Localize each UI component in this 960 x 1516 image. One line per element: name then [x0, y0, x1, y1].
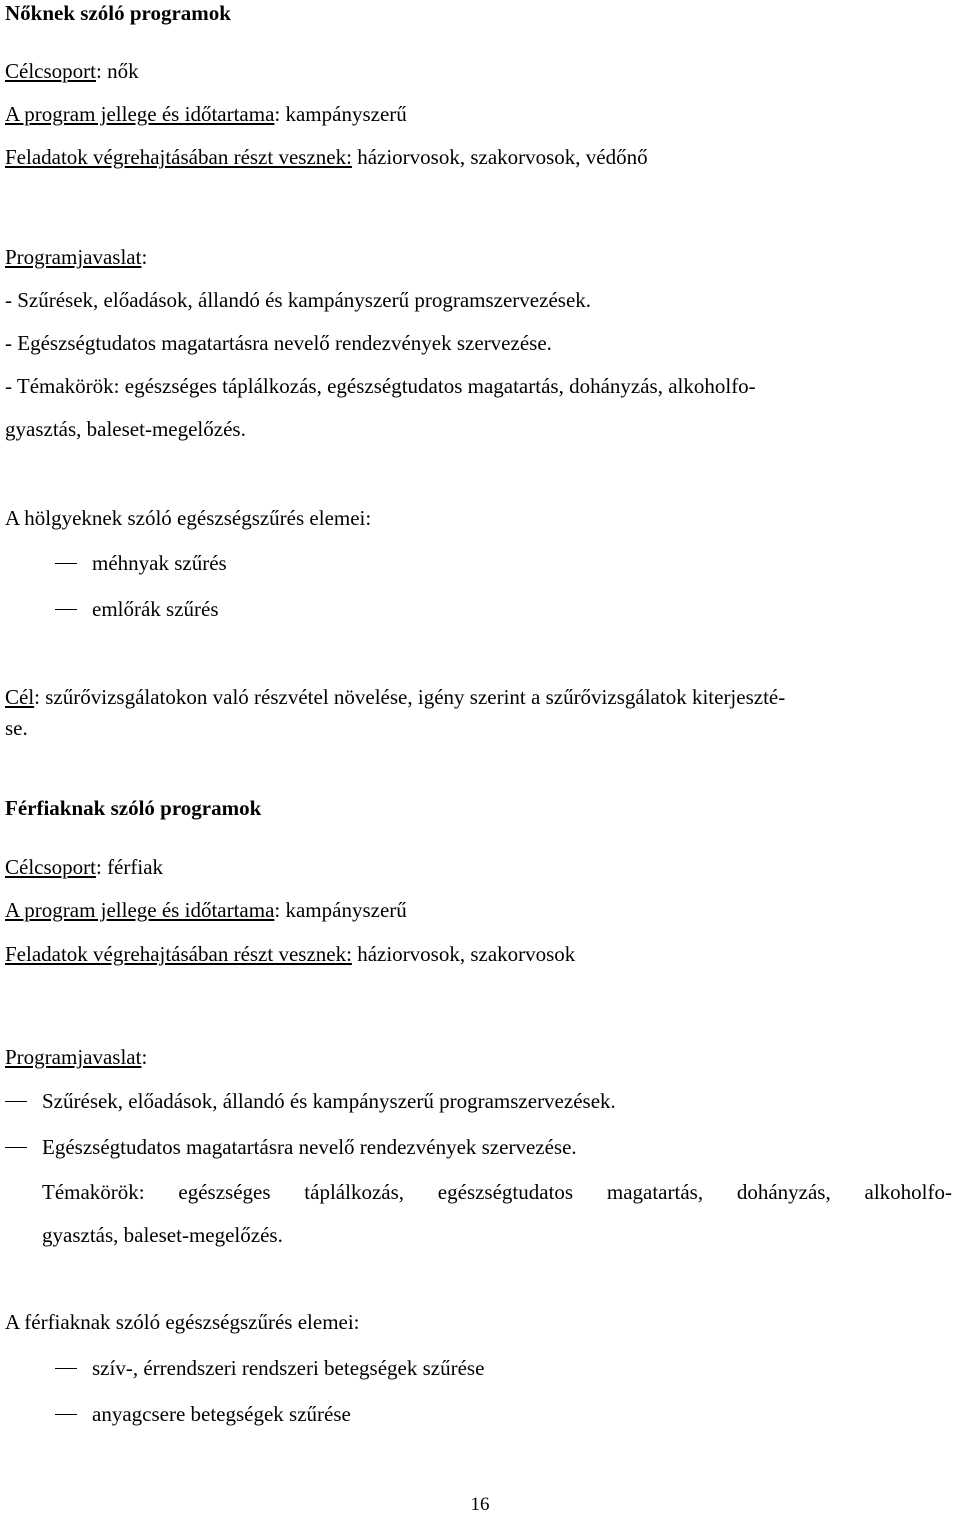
goal-label: Cél: [5, 685, 35, 709]
men-proposal-heading: [5, 1044, 147, 1070]
women-proposal-item: - Témakörök: egészséges táplálkozás, egészségtudatos magatartás, dohányzás, alkoholfo-: [5, 374, 756, 398]
dash-bullet-icon: [55, 1368, 77, 1369]
participants-label: Feladatok végrehajtásában részt vesznek:: [5, 145, 352, 169]
women-proposal-item: - Szűrések, előadások, állandó és kampányszerű programszervezések.: [5, 288, 592, 312]
program-nature-value: : kampányszerű: [274, 102, 407, 126]
proposal-colon: :: [141, 245, 148, 269]
men-screening-heading: A férfiaknak szóló egészségszűrés elemei:: [5, 1310, 360, 1334]
women-section-title: Nőknek szóló programok: [5, 1, 231, 25]
women-program-nature: [5, 101, 407, 127]
target-group-value: : nők: [95, 59, 139, 83]
women-goal: [5, 684, 785, 710]
participants-label: Feladatok végrehajtásában részt vesznek:: [5, 942, 352, 966]
target-group-label: Célcsoport: [5, 855, 96, 879]
program-nature-label: A program jellege és időtartama: [5, 898, 275, 922]
men-program-nature: [5, 897, 407, 923]
participants-value: háziorvosok, szakorvosok, védőnő: [351, 145, 648, 169]
target-group-value: : férfiak: [95, 855, 164, 879]
women-proposal-heading: [5, 244, 147, 270]
goal-text: : szűrővizsgálatokon való részvétel növelése, igény szerint a szűrővizsgálatok kiterjeszté-: [34, 685, 786, 709]
women-proposal-item: - Egészségtudatos magatartásra nevelő rendezvények szervezése.: [5, 331, 552, 355]
program-nature-label: A program jellege és időtartama: [5, 102, 275, 126]
men-target-group: [5, 854, 163, 880]
dash-bullet-icon: [5, 1147, 27, 1148]
women-participants: [5, 144, 648, 170]
dash-bullet-icon: [55, 563, 77, 564]
page-number: 16: [470, 1494, 490, 1515]
men-participants: [5, 941, 575, 967]
men-proposal-item: gyasztás, baleset-megelőzés.: [42, 1223, 283, 1247]
men-proposal-item: Témakörök: egészséges táplálkozás, egészségtudatos magatartás, dohányzás, alkoholfo-: [42, 1180, 952, 1204]
women-proposal-item: gyasztás, baleset-megelőzés.: [5, 417, 246, 441]
men-section-title: Férfiaknak szóló programok: [5, 796, 262, 820]
women-goal-continued: se.: [5, 716, 28, 740]
men-proposal-item: Szűrések, előadások, állandó és kampányszerű programszervezések.: [42, 1089, 616, 1113]
proposal-label: Programjavaslat: [5, 245, 142, 269]
men-proposal-item: Egészségtudatos magatartásra nevelő rendezvények szervezése.: [42, 1135, 577, 1159]
women-screening-item: méhnyak szűrés: [92, 551, 227, 575]
women-screening-item: emlőrák szűrés: [92, 597, 219, 621]
dash-bullet-icon: [5, 1101, 27, 1102]
program-nature-value: : kampányszerű: [274, 898, 407, 922]
women-screening-heading: A hölgyeknek szóló egészségszűrés elemei:: [5, 506, 372, 530]
proposal-colon: :: [141, 1045, 148, 1069]
men-screening-item: anyagcsere betegségek szűrése: [92, 1402, 351, 1426]
participants-value: háziorvosok, szakorvosok: [351, 942, 576, 966]
target-group-label: Célcsoport: [5, 59, 96, 83]
women-target-group: [5, 58, 139, 84]
proposal-label: Programjavaslat: [5, 1045, 142, 1069]
dash-bullet-icon: [55, 1414, 77, 1415]
dash-bullet-icon: [55, 609, 77, 610]
men-screening-item: szív-, érrendszeri rendszeri betegségek szűrése: [92, 1356, 485, 1380]
